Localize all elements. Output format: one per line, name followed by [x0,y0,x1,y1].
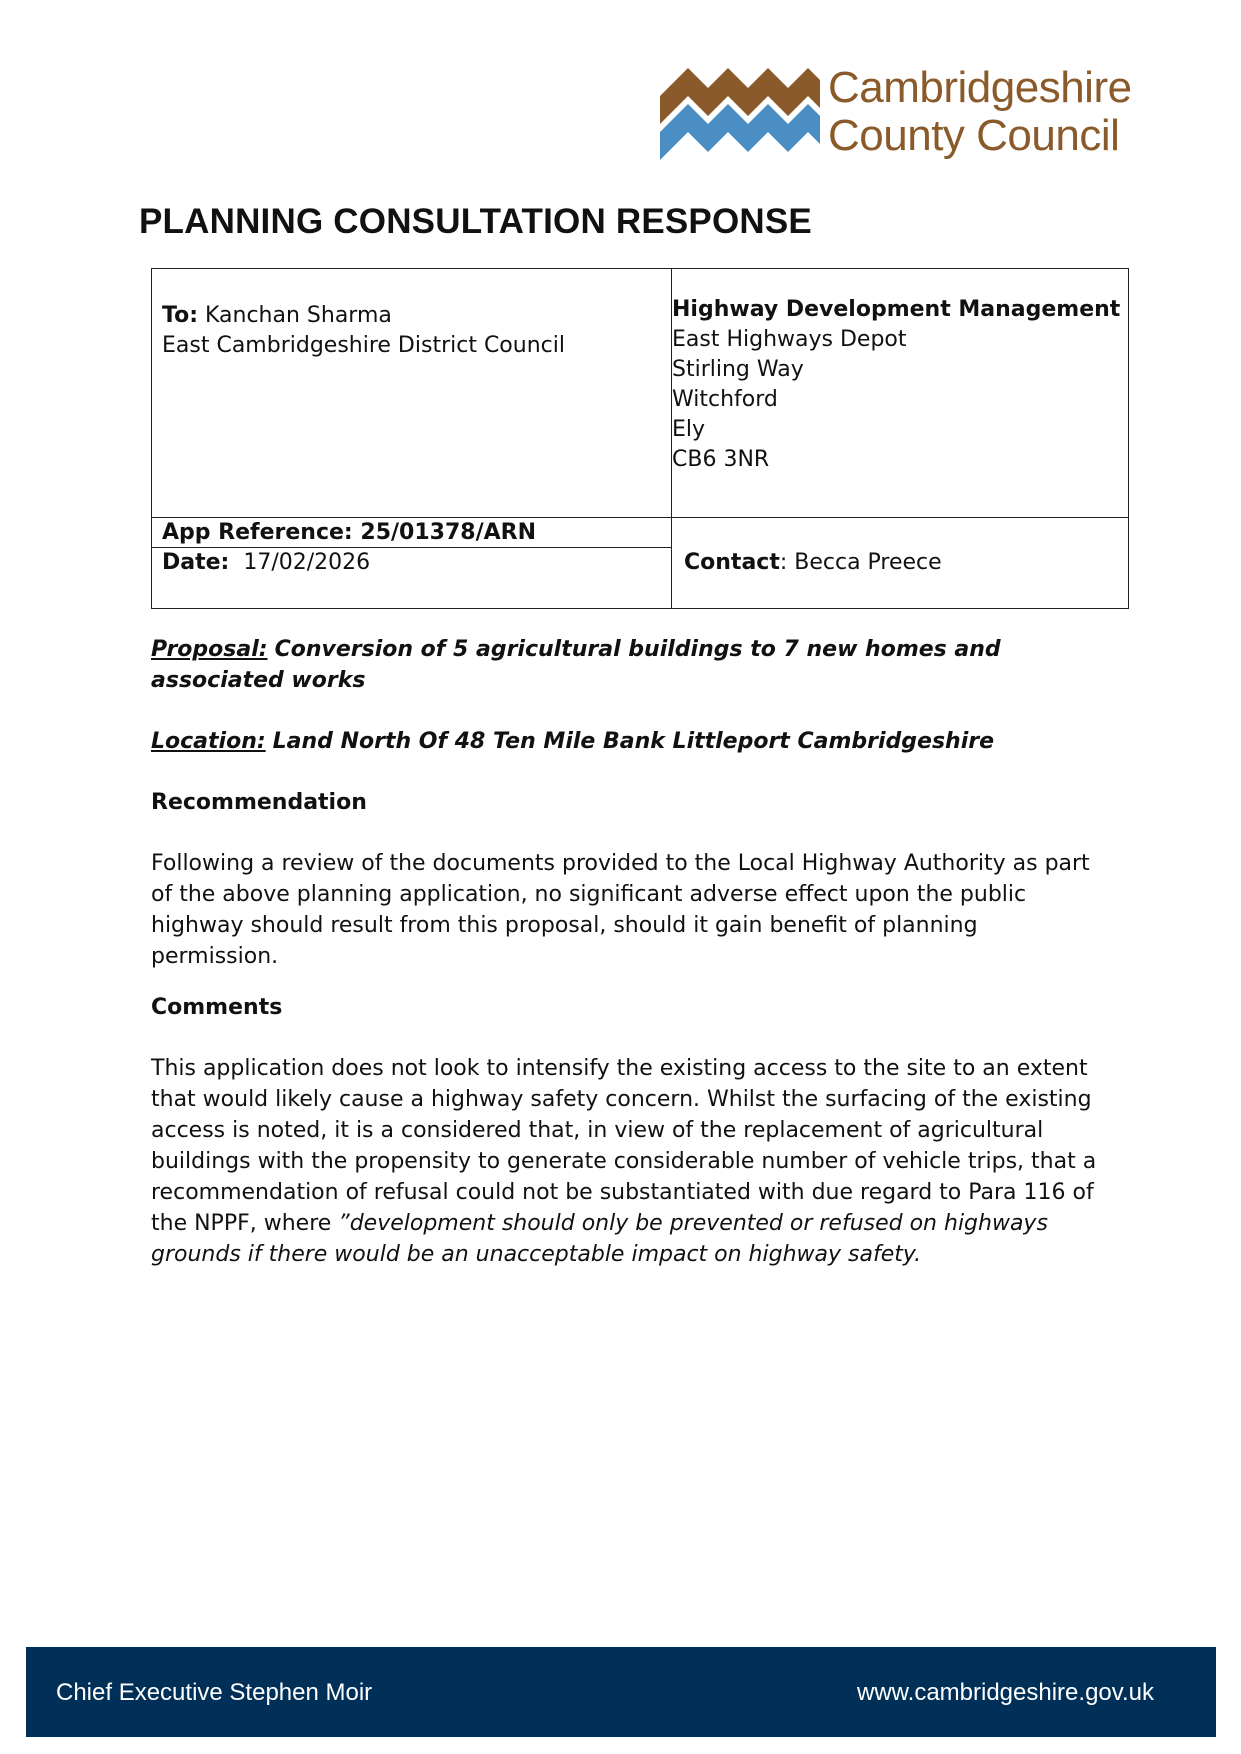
logo-line-1: Cambridgeshire [828,63,1132,112]
footer-bar [26,1647,1216,1737]
npff-quote: ”development should only be prevented or refused on highways grounds if there would be an unacceptable impact on highway safety. [151,1211,1048,1267]
contact-cell [672,518,1129,609]
address-line: Stirling Way [672,357,804,382]
recipient [162,301,661,331]
proposal-text: Conversion of 5 agricultural buildings to 7 new homes and associated works [151,637,1001,693]
address-line: Witchford [672,387,778,412]
contact-label: Contact [684,550,780,575]
proposal [151,634,1101,696]
footer-chief-executive: Chief Executive Stephen Moir [56,1679,373,1706]
location-text: Land North Of 48 Ten Mile Bank Littleport Cambridgeshire [272,729,995,754]
consultation-info-table [151,268,1129,609]
date-label: Date: [162,550,230,575]
to-label: To: [162,303,198,328]
recipient-org: East Cambridgeshire District Council [162,333,565,358]
comments-body: This application does not look to intensify the existing access to the site to an extent that would likely cause a highway safety concern. Whilst the surfacing of the existing access is noted, it is a considered that, in view of the replacement of agricultural buildings with the propensity to generate considerable number of vehicle trips, that a recommendation of refusal could not be substantiated with due regard to Para 116 of the NPPF, where [151,1056,1097,1236]
logo-line-2: County Council [828,111,1120,160]
recommendation-heading: Recommendation [151,790,367,815]
address-line: East Highways Depot [672,327,907,352]
comments-text [151,1053,1101,1270]
address-line: CB6 3NR [672,447,770,472]
app-reference: App Reference: 25/01378/ARN [152,518,672,548]
recipient-name: Kanchan Sharma [205,303,392,328]
page-title: PLANNING CONSULTATION RESPONSE [139,202,812,241]
logo-text [828,64,1132,160]
footer-website-link[interactable]: www.cambridgeshire.gov.uk [856,1679,1154,1706]
sender-address-cell [672,269,1129,518]
council-waves-icon [660,68,820,160]
address-line: Ely [672,417,706,442]
proposal-label: Proposal: [151,637,268,662]
recommendation-text: Following a review of the documents provided to the Local Highway Authority as part of the above planning application, no significant adverse effect upon the public highway should result from this proposal, should it gain benefit of planning permission. [151,851,1090,969]
location [151,726,1101,757]
council-logo [660,63,1132,174]
comments-heading: Comments [151,995,283,1020]
sender-heading: Highway Development Management [672,297,1121,322]
date-cell [152,548,672,609]
contact-value: : Becca Preece [779,550,942,575]
recipient-cell [152,269,672,518]
date-value: 17/02/2026 [243,550,371,575]
location-label: Location: [151,729,266,754]
